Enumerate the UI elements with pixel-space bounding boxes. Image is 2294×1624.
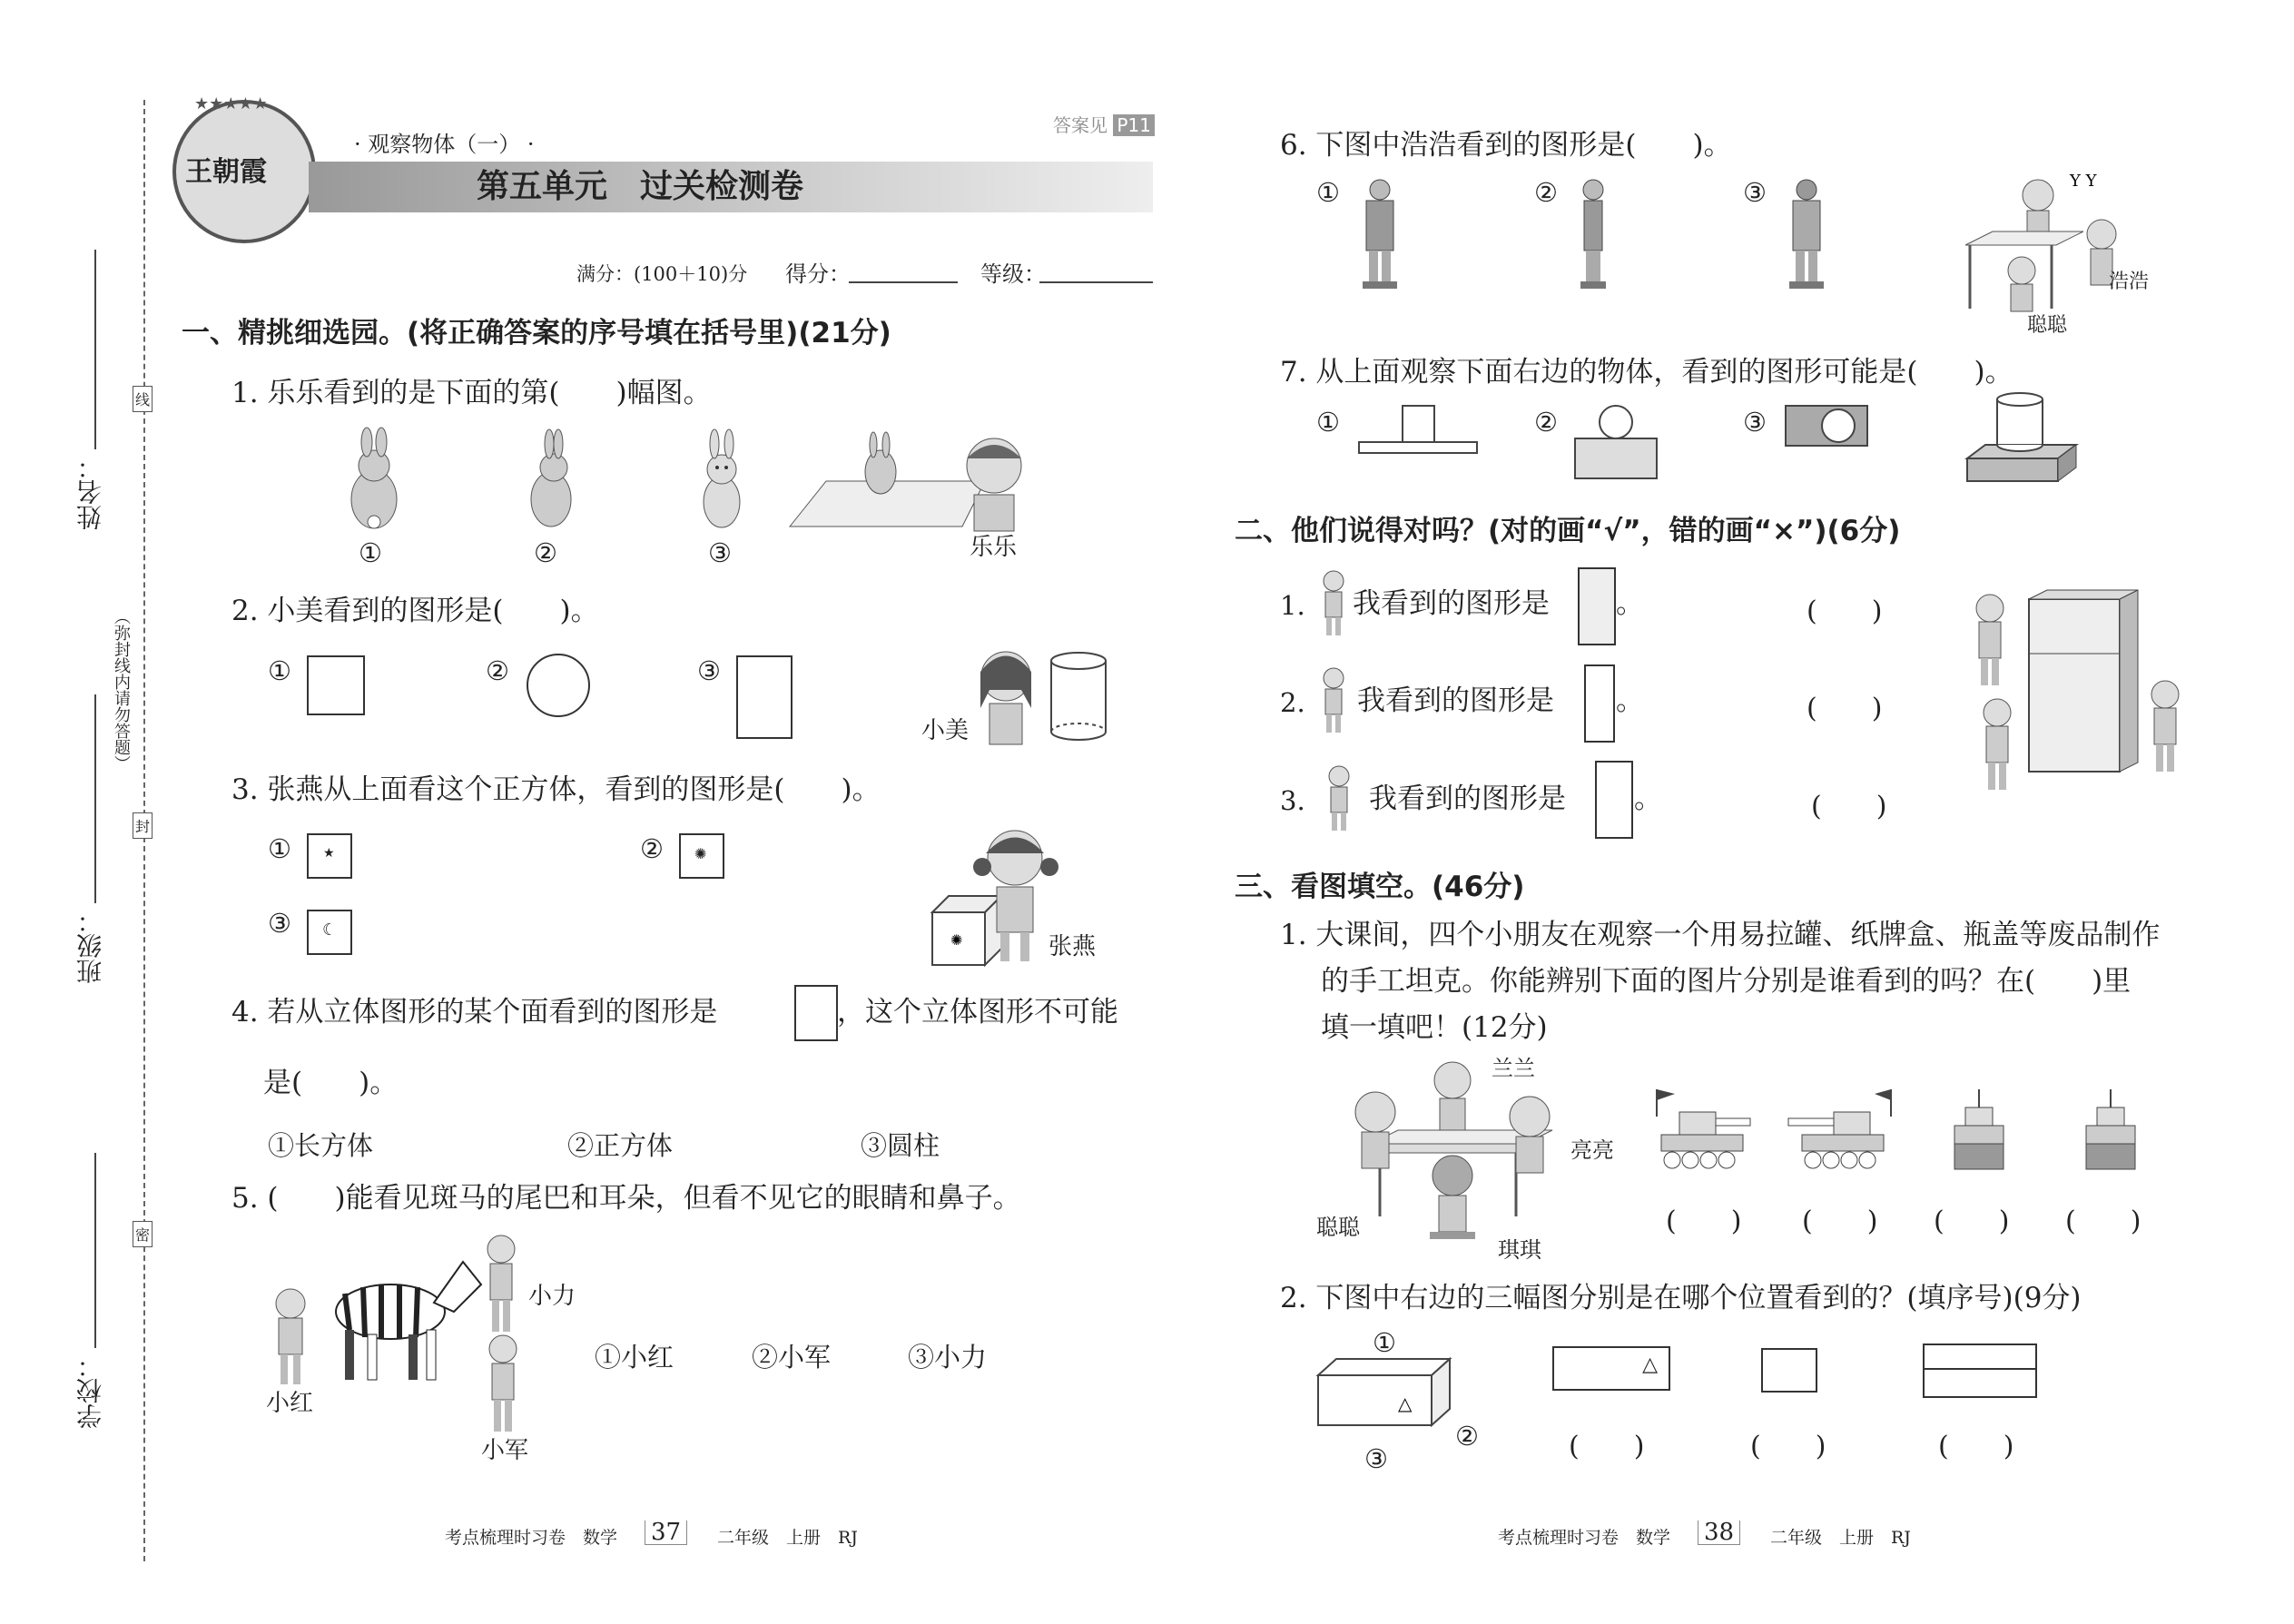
s3-q2-view-2	[1761, 1348, 1817, 1393]
girl-xiaomei-illustration	[971, 645, 1039, 744]
class-label: 班级：	[75, 908, 105, 984]
q4-option-2[interactable]: ②正方体	[567, 1130, 674, 1161]
soldier-side-icon	[1575, 177, 1611, 290]
s3-q1-line3: 填一填吧！(12分)	[1321, 1011, 1548, 1044]
q4-text-c: 是( )。	[263, 1067, 399, 1099]
q5-person-xiaoli: 小力	[528, 1283, 576, 1310]
grade-field[interactable]	[1039, 281, 1153, 283]
seal-mark-dense: 密	[133, 1221, 153, 1247]
q5-option-2[interactable]: ②小军	[752, 1342, 832, 1373]
s2-item-1-period: 。	[1616, 587, 1644, 620]
children-table-scene	[1344, 1053, 1570, 1262]
q2-circle-shape	[527, 654, 590, 717]
q3-text: 3. 张燕从上面看这个正方体，看到的图形是( )。	[231, 773, 881, 806]
q7-option-1[interactable]: ①	[1316, 407, 1340, 438]
q5-option-1[interactable]: ①小红	[595, 1342, 674, 1373]
s2-item-3-text: 我看到的图形是	[1369, 782, 1566, 815]
moon-icon: ☾	[322, 920, 338, 940]
q4-option-3[interactable]: ③圆柱	[861, 1130, 940, 1161]
answer-ref-page: P11	[1113, 114, 1155, 136]
section-2-title: 二、他们说得对吗？(对的画“√”，错的画“×”)(6分)	[1235, 515, 1901, 547]
tank-view-2	[1784, 1089, 1897, 1180]
q5-text: 5. ( )能看见斑马的尾巴和耳朵，但看不见它的眼睛和鼻子。	[231, 1182, 1021, 1215]
q1-person-label: 乐乐	[970, 534, 1018, 561]
footer-left-grade: 二年级 上册 RJ	[717, 1528, 858, 1548]
section-1-title: 一、精挑细选园。(将正确答案的序号填在括号里)(21分)	[182, 317, 891, 349]
s2-fridge-view-2	[1584, 664, 1615, 743]
s2-item-2-text: 我看到的图形是	[1357, 684, 1554, 717]
tank-view-4	[2079, 1089, 2142, 1180]
s3-q2-text: 2. 下图中右边的三幅图分别是在哪个位置看到的？(填序号)(9分)	[1280, 1282, 2082, 1314]
seal-mark-line: 线	[133, 386, 153, 412]
q4-text-a: 4. 若从立体图形的某个面看到的图形是	[231, 996, 718, 1029]
s3-q1-answer-3[interactable]: ( )	[1934, 1206, 2010, 1237]
q6-person-haohao: 浩浩	[2109, 271, 2150, 293]
footer-right-text: 考点梳理时习卷 数学	[1498, 1528, 1671, 1548]
footer-right-page: 38	[1698, 1521, 1740, 1545]
q6-option-3[interactable]: ③	[1743, 177, 1767, 208]
s3-q2-view-1	[1552, 1346, 1670, 1391]
q2-option-3[interactable]: ③	[697, 655, 721, 686]
s3-person-liangliang: 亮亮	[1570, 1137, 1614, 1163]
boy-xiaoli-illustration	[481, 1235, 522, 1334]
s2-item-2-period: 。	[1616, 684, 1644, 717]
s2-item-2-num: 2.	[1280, 687, 1305, 718]
q1-option-1[interactable]: ①	[359, 537, 382, 568]
s3-q1-answer-2[interactable]: ( )	[1802, 1206, 1878, 1237]
footer-left-text: 考点梳理时习卷 数学	[445, 1528, 618, 1548]
boy-xiaojun-illustration	[483, 1334, 524, 1434]
s2-answer-3[interactable]: ( )	[1811, 791, 1887, 822]
score-field[interactable]	[849, 281, 958, 283]
star-row-icon	[194, 94, 294, 113]
s3-q2-view-3	[1923, 1343, 2037, 1398]
q3-option-1[interactable]: ①	[268, 833, 291, 864]
s3-q2-answer-2[interactable]: ( )	[1750, 1431, 1826, 1462]
tank-view-3	[1947, 1089, 2011, 1180]
q7-option-2[interactable]: ②	[1534, 407, 1558, 438]
class-line	[94, 694, 96, 903]
boy-lele-illustration	[958, 431, 1030, 531]
s2-item-1-text: 我看到的图形是	[1353, 587, 1550, 620]
s3-q2-answer-1[interactable]: ( )	[1569, 1431, 1645, 1462]
q5-person-xiaojun: 小军	[481, 1437, 529, 1464]
s2-answer-1[interactable]: ( )	[1807, 595, 1883, 627]
unit-subtitle: · 观察物体（一） ·	[354, 132, 535, 157]
q7-shape-3	[1784, 404, 1870, 449]
q6-person-congcong: 聪聪	[2027, 314, 2068, 337]
s2-person-3-icon	[1321, 765, 1357, 833]
q6-option-2[interactable]: ②	[1534, 177, 1558, 208]
star-icon: ★	[323, 846, 335, 861]
footer-left-page: 37	[645, 1521, 687, 1545]
q4-rectangle-shape	[794, 985, 838, 1041]
svg-text:Y Y: Y Y	[2070, 172, 2097, 191]
s3-person-lanlan: 兰兰	[1492, 1056, 1535, 1081]
section-3-title: 三、看图填空。(46分)	[1235, 871, 1525, 903]
triangle-icon: △	[1642, 1353, 1658, 1376]
svg-text:✺: ✺	[950, 931, 963, 949]
s3-person-qiqi: 琪琪	[1498, 1237, 1541, 1263]
s3-q2-mark-1: ①	[1373, 1327, 1396, 1358]
s2-fridge-view-1	[1578, 567, 1616, 645]
school-label: 学校：	[75, 1353, 105, 1429]
q4-text-b: ，这个立体图形不可能	[837, 996, 1118, 1029]
q7-option-3[interactable]: ③	[1743, 407, 1767, 438]
s3-person-congcong: 聪聪	[1316, 1215, 1360, 1240]
name-line	[94, 250, 96, 449]
s3-q2-mark-2: ②	[1455, 1421, 1479, 1452]
answer-ref	[1053, 111, 1155, 137]
q3-option-2[interactable]: ②	[640, 833, 664, 864]
soldier-back-icon	[1784, 177, 1829, 290]
s3-q1-line1: 1. 大课间，四个小朋友在观察一个用易拉罐、纸牌盒、瓶盖等废品制作	[1280, 919, 2161, 951]
q3-person-label: 张燕	[1049, 933, 1097, 960]
score-label: 得分：	[785, 261, 851, 287]
s2-person-1-icon	[1318, 570, 1350, 638]
q1-option-2[interactable]: ②	[534, 537, 557, 568]
binding-strip	[0, 0, 154, 1624]
seal-notice: （弥封线内请勿答题）	[112, 608, 131, 772]
view-3-divider	[1925, 1368, 2035, 1370]
q2-square-shape	[307, 655, 365, 715]
soldier-front-icon	[1357, 177, 1403, 290]
q2-text: 2. 小美看到的图形是( )。	[231, 595, 599, 627]
zebra-illustration	[327, 1257, 486, 1384]
q2-option-1[interactable]: ①	[268, 655, 291, 686]
table-scene-illustration	[1956, 172, 2129, 322]
s3-q1-line2: 的手工坦克。你能辨别下面的图片分别是谁看到的吗？在( )里	[1321, 965, 2132, 998]
rabbit-side-icon	[522, 431, 576, 531]
brand-logo	[172, 94, 316, 243]
q5-option-3[interactable]: ③小力	[908, 1342, 988, 1373]
s2-item-3-num: 3.	[1280, 785, 1305, 816]
s2-person-2-icon	[1318, 667, 1350, 735]
fridge-scene-illustration	[1970, 590, 2206, 799]
q3-moon-face	[307, 910, 352, 955]
q2-person-label: 小美	[921, 717, 970, 744]
seal-mark-seal: 封	[133, 812, 153, 839]
s3-q1-answer-1[interactable]: ( )	[1666, 1206, 1742, 1237]
sun-icon: ✺	[694, 845, 707, 862]
q1-text: 1. 乐乐看到的是下面的第( )幅图。	[231, 377, 712, 409]
q2-option-2[interactable]: ②	[486, 655, 509, 686]
rabbit-back-icon	[347, 431, 401, 531]
tank-view-1	[1652, 1089, 1752, 1180]
s2-item-3-period: 。	[1634, 782, 1662, 815]
svg-text:★★★★★: ★★★★★	[194, 94, 268, 113]
grade-label: 等级：	[980, 261, 1046, 287]
box-with-triangle	[1316, 1357, 1452, 1430]
score-full: 满分：(100＋10)分	[576, 263, 748, 285]
name-label: 姓名：	[75, 454, 105, 530]
page-title: 第五单元 过关检测卷	[477, 168, 804, 205]
svg-text:△: △	[1398, 1393, 1413, 1414]
footer-right-grade: 二年级 上册 RJ	[1770, 1528, 1911, 1548]
q3-sun-face	[679, 833, 724, 879]
q6-option-1[interactable]: ①	[1316, 177, 1340, 208]
q7-shape-2	[1573, 404, 1659, 481]
cylinder-shape	[1049, 652, 1112, 743]
q1-option-3[interactable]: ③	[708, 537, 732, 568]
q2-rectangle-shape	[736, 655, 793, 739]
s2-item-1-num: 1.	[1280, 590, 1305, 621]
school-line	[94, 1153, 96, 1348]
s3-q2-mark-3: ③	[1364, 1443, 1388, 1474]
q6-text: 6. 下图中浩浩看到的图形是( )。	[1280, 129, 1732, 162]
s3-q1-answer-4[interactable]: ( )	[2065, 1206, 2141, 1237]
q3-option-3[interactable]: ③	[268, 908, 291, 939]
rabbit-front-icon	[694, 431, 749, 531]
brand-name: 王朝霞	[185, 156, 267, 188]
q5-person-xiaohong: 小红	[266, 1390, 314, 1417]
s2-answer-2[interactable]: ( )	[1807, 693, 1883, 724]
q7-text: 7. 从上面观察下面右边的物体，看到的图形可能是( )。	[1280, 356, 2013, 389]
q7-cylinder-on-board	[1965, 390, 2079, 486]
q3-star-face	[307, 833, 352, 879]
girl-xiaohong-illustration	[268, 1287, 313, 1387]
s3-q2-answer-3[interactable]: ( )	[1938, 1431, 2014, 1462]
q7-shape-1	[1357, 404, 1480, 458]
answer-ref-label: 答案见	[1053, 114, 1108, 136]
q4-option-1[interactable]: ①长方体	[268, 1130, 374, 1161]
s2-fridge-view-3	[1595, 761, 1633, 839]
